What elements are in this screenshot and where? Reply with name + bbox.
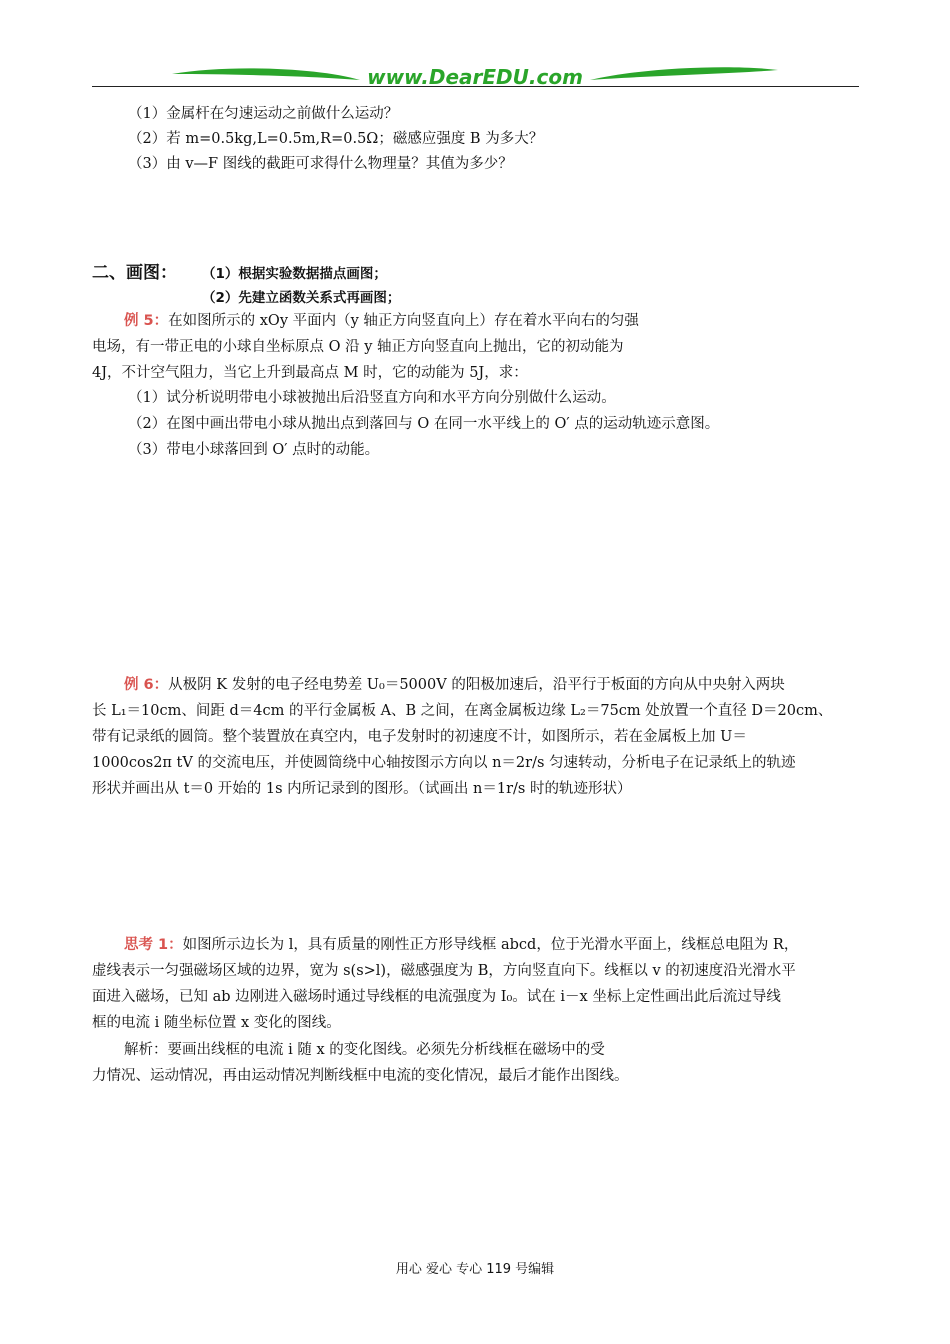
example-6-line-2: 长 L₁＝10cm、间距 d＝4cm 的平行金属板 A、B 之间，在离金属板边缘 L₂＝75cm 处放置一个直径 D＝20cm、 <box>92 703 833 719</box>
think-1-analysis-2: 力情况、运动情况，再由运动情况判断线框中电流的变化情况，最后才能作出图线。 <box>92 1068 629 1084</box>
section-item-2: （2）先建立函数关系式再画图； <box>202 290 401 306</box>
example-6-line-3: 带有记录纸的圆筒。整个装置放在真空内，电子发射时的初速度不计，如图所示，若在金属板上加 U＝ <box>92 729 747 745</box>
example-5-question-3: （3）带电小球落回到 O′ 点时的动能。 <box>128 442 380 458</box>
top-question-3: （3）由 v—F 图线的截距可求得什么物理量？其值为多少？ <box>128 156 513 172</box>
page-footer: 用心 爱心 专心 119 号编辑 <box>395 1262 555 1277</box>
example-5-question-1: （1）试分析说明带电小球被抛出后沿竖直方向和水平方向分别做什么运动。 <box>128 390 616 406</box>
example-5-label: 例 5： <box>124 313 169 329</box>
think-1-label: 思考 1： <box>124 937 183 953</box>
example-6-line-1: 例 6：从极阴 K 发射的电子经电势差 U₀＝5000V 的阳极加速后，沿平行于板面的方向从中央射入两块 <box>124 677 785 693</box>
think-1-line-4: 框的电流 i 随坐标位置 x 变化的图线。 <box>92 1015 341 1031</box>
think-1-analysis-1: 解析：要画出线框的电流 i 随 x 的变化图线。必须先分析线框在磁场中的受 <box>124 1042 605 1058</box>
section-heading: 二、画图： <box>92 263 177 283</box>
example-6-label: 例 6： <box>124 677 169 693</box>
section-item-1: （1）根据实验数据描点画图； <box>202 266 387 282</box>
header-rule <box>92 86 859 87</box>
logo-text: www.DearEDU.com <box>367 65 583 89</box>
example-5-line-3: 4J，不计空气阻力，当它上升到最高点 M 时，它的动能为 5J，求： <box>92 365 528 381</box>
example-5-line-2: 电场，有一带正电的小球自坐标原点 O 沿 y 轴正方向竖直向上抛出，它的初动能为 <box>92 339 624 355</box>
top-question-2: （2）若 m=0.5kg,L=0.5m,R=0.5Ω；磁感应强度 B 为多大？ <box>128 131 544 147</box>
example-6-line-4: 1000cos2π tV 的交流电压，并使圆筒绕中心轴按图示方向以 n＝2r/s 匀速转动，分析电子在记录纸上的轨迹 <box>92 755 796 771</box>
example-6-line-5: 形状并画出从 t＝0 开始的 1s 内所记录到的图形。（试画出 n＝1r/s 时的轨迹形状） <box>92 781 632 797</box>
logo-swoosh-right <box>590 67 778 80</box>
think-1-line-2: 虚线表示一匀强磁场区域的边界，宽为 s(s>l)，磁感强度为 B，方向竖直向下。线框以 v 的初速度沿光滑水平 <box>92 963 796 979</box>
example-5-line-1: 例 5：在如图所示的 xOy 平面内（y 轴正方向竖直向上）存在着水平向右的匀强 <box>124 313 639 329</box>
example-5-question-2: （2）在图中画出带电小球从抛出点到落回与 O 在同一水平线上的 O′ 点的运动轨迹示意图。 <box>128 416 720 432</box>
logo-swoosh-left <box>172 68 360 80</box>
think-1-line-3: 面进入磁场，已知 ab 边刚进入磁场时通过导线框的电流强度为 I₀。试在 i－x 坐标上定性画出此后流过导线 <box>92 989 781 1005</box>
think-1-line-1: 思考 1：如图所示边长为 l，具有质量的刚性正方形导线框 abcd，位于光滑水平面上，线框总电阻为 R， <box>124 937 799 953</box>
top-question-1: （1）金属杆在匀速运动之前做什么运动？ <box>128 106 399 122</box>
